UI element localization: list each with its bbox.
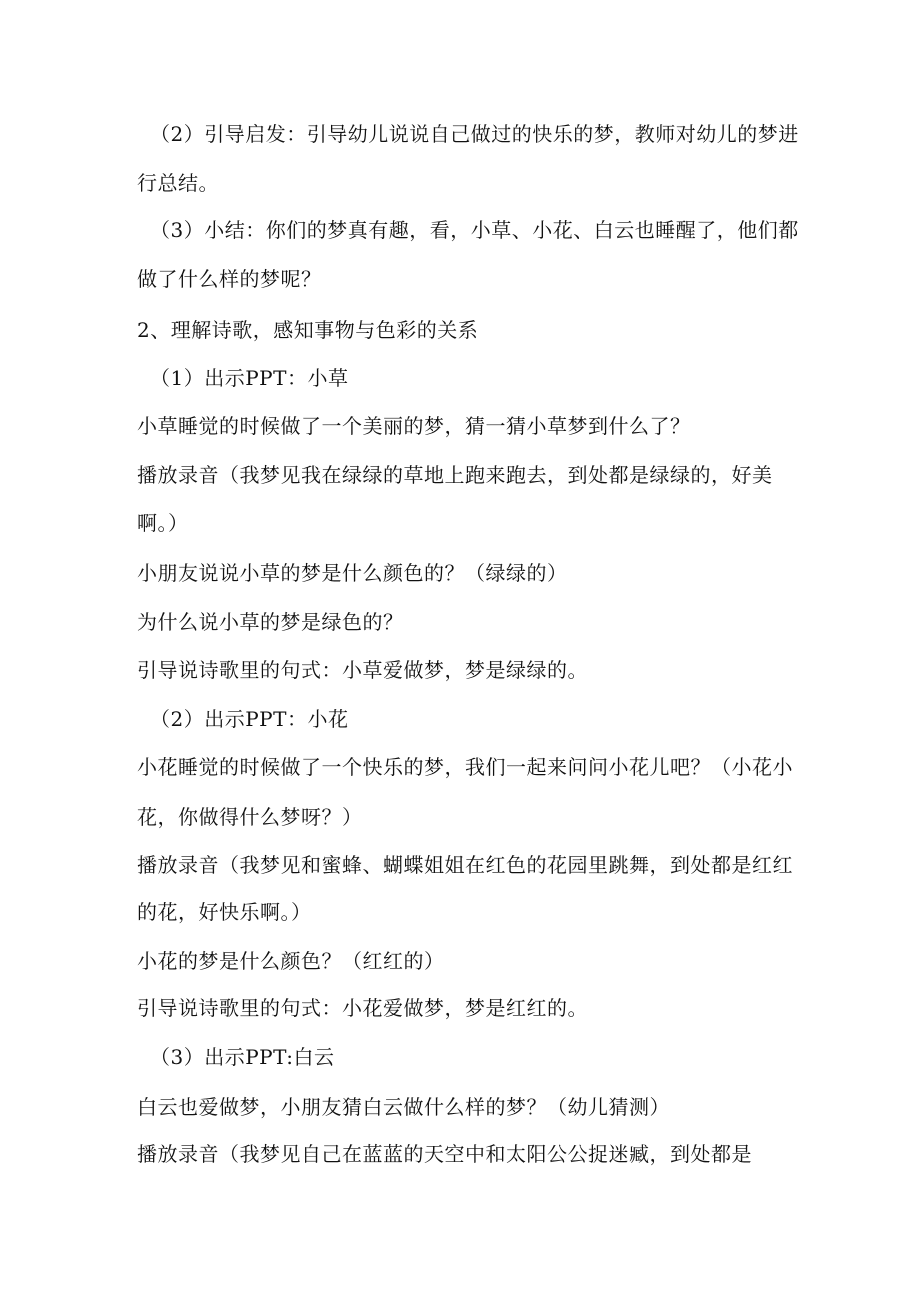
paragraph-line: 做了什么样的梦呢？ [137,267,322,291]
paragraph-line: 为什么说小草的梦是绿色的？ [137,610,404,634]
paragraph-line: 播放录音（我梦见自己在蓝蓝的天空中和太阳公公捉迷臧，到处都是 [137,1142,752,1166]
paragraph-line: 花，你做得什么梦呀？） [137,805,363,829]
paragraph-line: 小朋友说说小草的梦是什么颜色的？（绿绿的） [137,561,568,585]
paragraph-line: 小草睡觉的时候做了一个美丽的梦，猜一猜小草梦到什么了？ [137,414,691,438]
paragraph-line: 行总结。 [137,171,219,195]
paragraph-line: （3）小结：你们的梦真有趣，看，小草、小花、白云也睡醒了，他们都 [150,218,799,242]
paragraph-line: 引导说诗歌里的句式：小花爱做梦，梦是红红的。 [137,996,588,1020]
paragraph-line: 白云也爱做梦，小朋友猜白云做什么样的梦？（幼儿猜测） [137,1095,670,1119]
paragraph-line: （3）出示PPT:白云 [150,1045,335,1069]
paragraph-line: 播放录音（我梦见我在绿绿的草地上跑来跑去，到处都是绿绿的，好美 [137,463,773,487]
paragraph-line: （2）引导启发：引导幼儿说说自己做过的快乐的梦，教师对幼儿的梦进 [150,122,799,146]
paragraph-line: 播放录音（我梦见和蜜蜂、蝴蝶姐姐在红色的花园里跳舞，到处都是红红 [137,853,793,877]
paragraph-line: 引导说诗歌里的句式：小草爱做梦，梦是绿绿的。 [137,658,588,682]
paragraph-line: （2）出示PPT：小花 [150,707,349,731]
paragraph-line: 小花的梦是什么颜色？（红红的） [137,949,445,973]
paragraph-line: 小花睡觉的时候做了一个快乐的梦，我们一起来问问小花儿吧？（小花小 [137,755,793,779]
paragraph-line: 啊。） [137,511,189,535]
paragraph-line: （1）出示PPT：小草 [150,366,349,390]
paragraph-line: 的花，好快乐啊。） [137,900,312,924]
section-heading: 2、理解诗歌，感知事物与色彩的关系 [137,318,479,342]
